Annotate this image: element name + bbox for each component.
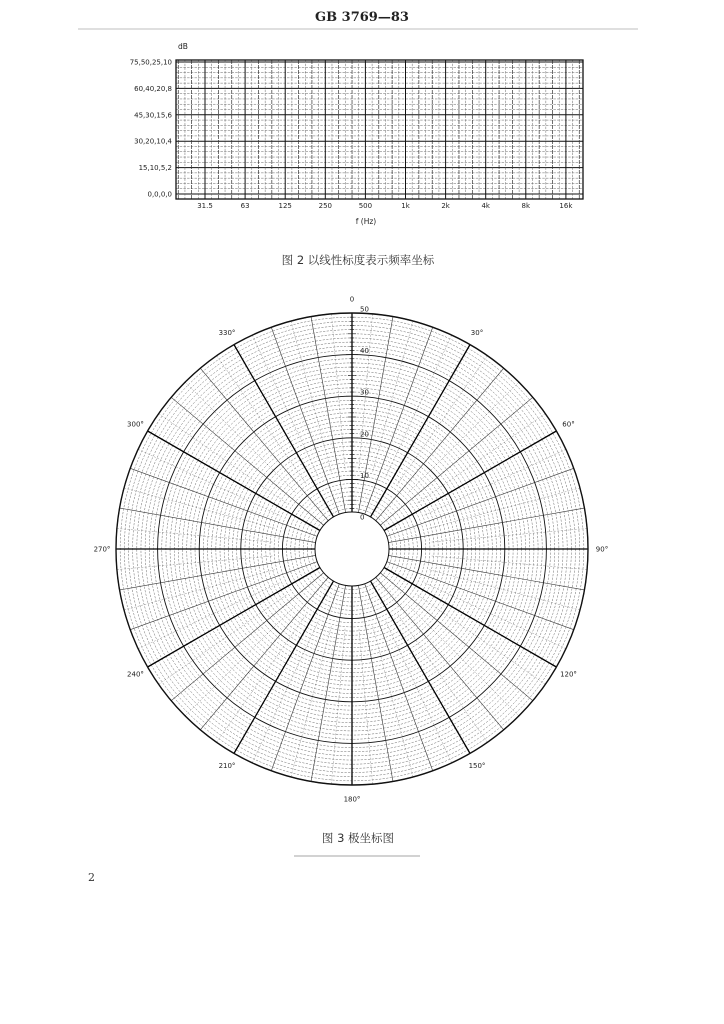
polar-ray xyxy=(159,595,287,684)
polar-angle-label: 0 xyxy=(349,295,355,304)
x-axis-title: f (Hz) xyxy=(355,217,377,226)
polar-ray xyxy=(409,606,519,716)
x-axis-label: 500 xyxy=(358,202,373,210)
polar-ray xyxy=(432,528,587,542)
polar-ray xyxy=(359,629,373,784)
polar-ray xyxy=(425,449,566,515)
polar-angle-label: 240° xyxy=(127,670,144,679)
polar-ray xyxy=(386,335,452,476)
x-axis-label: 63 xyxy=(240,202,250,210)
figure-2-grid-lines xyxy=(176,60,583,199)
polar-ray xyxy=(234,581,334,753)
y-axis-label: 60,40,20,8 xyxy=(134,84,172,93)
polar-ray xyxy=(331,629,345,784)
polar-ray xyxy=(409,382,519,492)
y-axis-label: 15,10,5,2 xyxy=(138,164,172,173)
page-number: 2 xyxy=(88,871,95,884)
y-axis-labels xyxy=(130,59,173,199)
polar-ray xyxy=(371,345,471,517)
polar-ray xyxy=(148,568,320,668)
polar-radial-label: 50 xyxy=(360,305,369,314)
x-axis-labels xyxy=(197,202,573,210)
polar-angle-label: 60° xyxy=(562,420,575,429)
polar-radial-label: 10 xyxy=(360,471,369,480)
x-axis-label: 2k xyxy=(441,202,450,210)
polar-radial-label: 20 xyxy=(360,430,369,439)
x-axis-label: 125 xyxy=(278,202,292,210)
polar-angle-label: 210° xyxy=(218,762,236,771)
polar-angle-label: 300° xyxy=(127,420,144,429)
polar-ray xyxy=(432,556,587,570)
y-axis-unit: dB xyxy=(178,42,188,51)
polar-ray xyxy=(138,583,279,649)
polar-ray xyxy=(252,335,318,476)
polar-center-hole xyxy=(315,512,389,586)
figure-3-polar-chart xyxy=(94,296,609,804)
x-axis-label: 4k xyxy=(481,202,490,210)
polar-angle-label: 150° xyxy=(468,762,486,771)
polar-ray xyxy=(185,382,295,492)
polar-radial-label: 30 xyxy=(360,388,369,397)
polar-angle-label: 270° xyxy=(93,545,111,554)
x-axis-label: 16k xyxy=(559,202,573,210)
x-axis-label: 250 xyxy=(318,202,332,210)
polar-ray xyxy=(117,556,272,570)
polar-ray xyxy=(185,606,295,716)
y-axis-label: 75,50,25,10 xyxy=(129,58,172,67)
x-axis-label: 8k xyxy=(521,202,531,210)
y-axis-label: 45,30,15,6 xyxy=(134,111,172,120)
polar-ray xyxy=(386,622,452,763)
polar-angle-label: 30° xyxy=(470,328,484,337)
y-axis-label: 30,20,10,4 xyxy=(134,137,172,146)
polar-radial-label: 40 xyxy=(360,347,369,356)
polar-angle-label: 330° xyxy=(218,328,236,337)
polar-ray xyxy=(425,583,566,649)
figure-2-caption: 图 2 以线性标度表示频率坐标 xyxy=(281,253,435,267)
polar-angle-label: 90° xyxy=(595,545,609,554)
polar-ray xyxy=(252,622,318,763)
polar-ray xyxy=(138,449,279,515)
polar-radial-label: 0 xyxy=(360,513,365,522)
polar-ray xyxy=(331,314,345,469)
figure-2-grid-chart xyxy=(130,42,583,226)
header-title: GB 3769—83 xyxy=(315,10,409,25)
polar-angle-label: 180° xyxy=(343,795,361,804)
y-axis-label: 0,0,0,0 xyxy=(147,190,172,199)
polar-ray xyxy=(117,528,272,542)
x-axis-label: 1k xyxy=(401,202,410,210)
x-axis-label: 31.5 xyxy=(197,202,213,210)
polar-angle-label: 120° xyxy=(560,670,577,679)
figure-3-caption: 图 3 极坐标图 xyxy=(321,831,395,845)
